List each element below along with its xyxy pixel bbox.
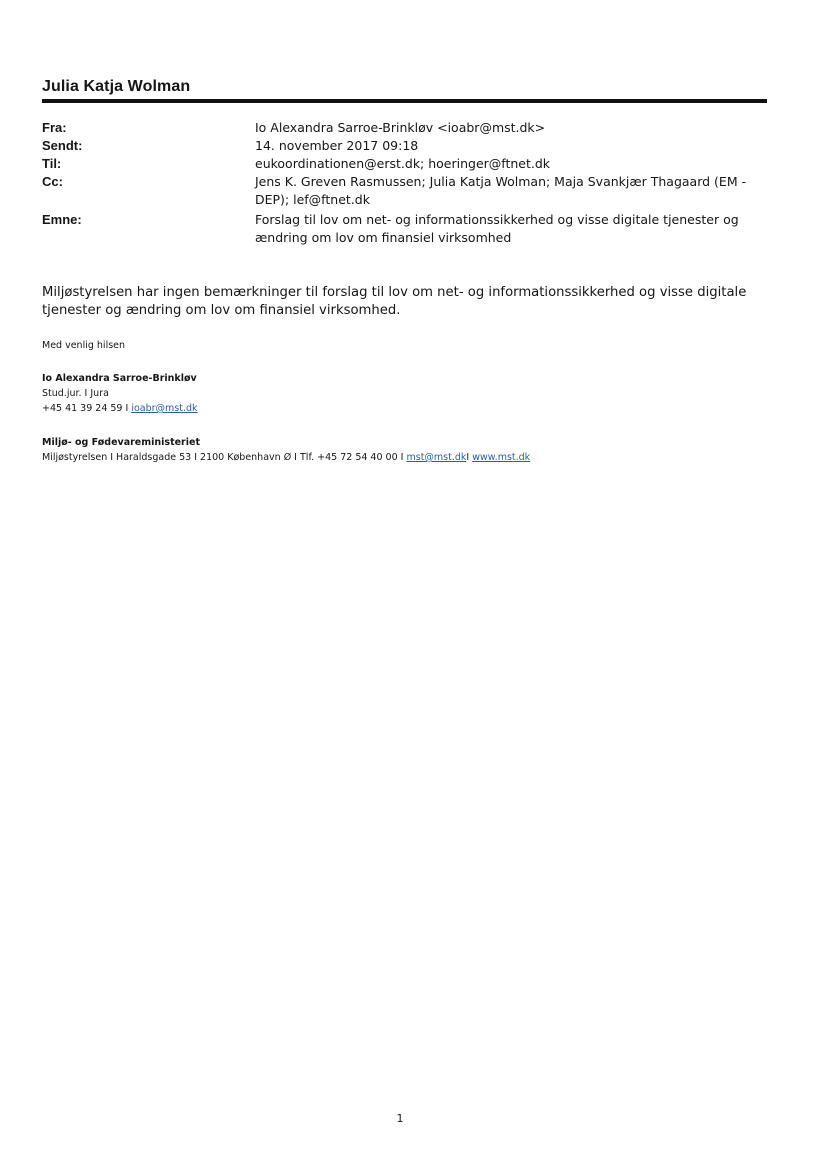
title-divider	[42, 99, 767, 103]
to-label: Til:	[42, 156, 62, 171]
greeting: Med venlig hilsen	[42, 340, 126, 351]
cc-value: Jens K. Greven Rasmussen; Julia Katja Wolman; Maja Svankjær Thagaard (EM - DEP); lef@ftnet.dk	[255, 174, 747, 207]
sender-phone: +45 41 39 24 59 I	[42, 403, 129, 414]
sent-label: Sendt:	[42, 138, 83, 153]
agency-address: Miljøstyrelsen I Haraldsgade 53 I 2100 København Ø I Tlf. +45 72 54 40 00 I	[42, 452, 404, 463]
sender-contact	[42, 402, 198, 416]
cc-label: Cc:	[42, 174, 63, 189]
from-value: Io Alexandra Sarroe-Brinkløv <ioabr@mst.dk>	[255, 120, 546, 135]
agency-separator: I	[466, 452, 470, 463]
subject-value: Forslag til lov om net- og informationssikkerhed og visse digitale tjenester og ændring om lov om finansiel virksomhed	[255, 212, 739, 245]
sent-value: 14. november 2017 09:18	[255, 138, 419, 153]
to-value: eukoordinationen@erst.dk; hoeringer@ftnet.dk	[255, 156, 551, 171]
agency-contact	[42, 451, 530, 465]
ministry-name: Miljø- og Fødevareministeriet	[42, 437, 200, 448]
sender-role: Stud.jur. I Jura	[42, 388, 109, 399]
from-label: Fra:	[42, 120, 67, 135]
agency-website-link[interactable]: www.mst.dk	[472, 452, 531, 463]
email-body: Miljøstyrelsen har ingen bemærkninger til forslag til lov om net- og informationssikkerhed og visse digitale tjenester og ændring om lov om finansiel virksomhed.	[42, 285, 747, 318]
sender-name: Io Alexandra Sarroe-Brinkløv	[42, 373, 197, 384]
page-title: Julia Katja Wolman	[42, 78, 191, 95]
subject-label: Emne:	[42, 212, 82, 227]
sender-email-link[interactable]: ioabr@mst.dk	[131, 403, 198, 414]
agency-email-link[interactable]: mst@mst.dk	[406, 452, 467, 463]
page-number: 1	[396, 1112, 404, 1125]
